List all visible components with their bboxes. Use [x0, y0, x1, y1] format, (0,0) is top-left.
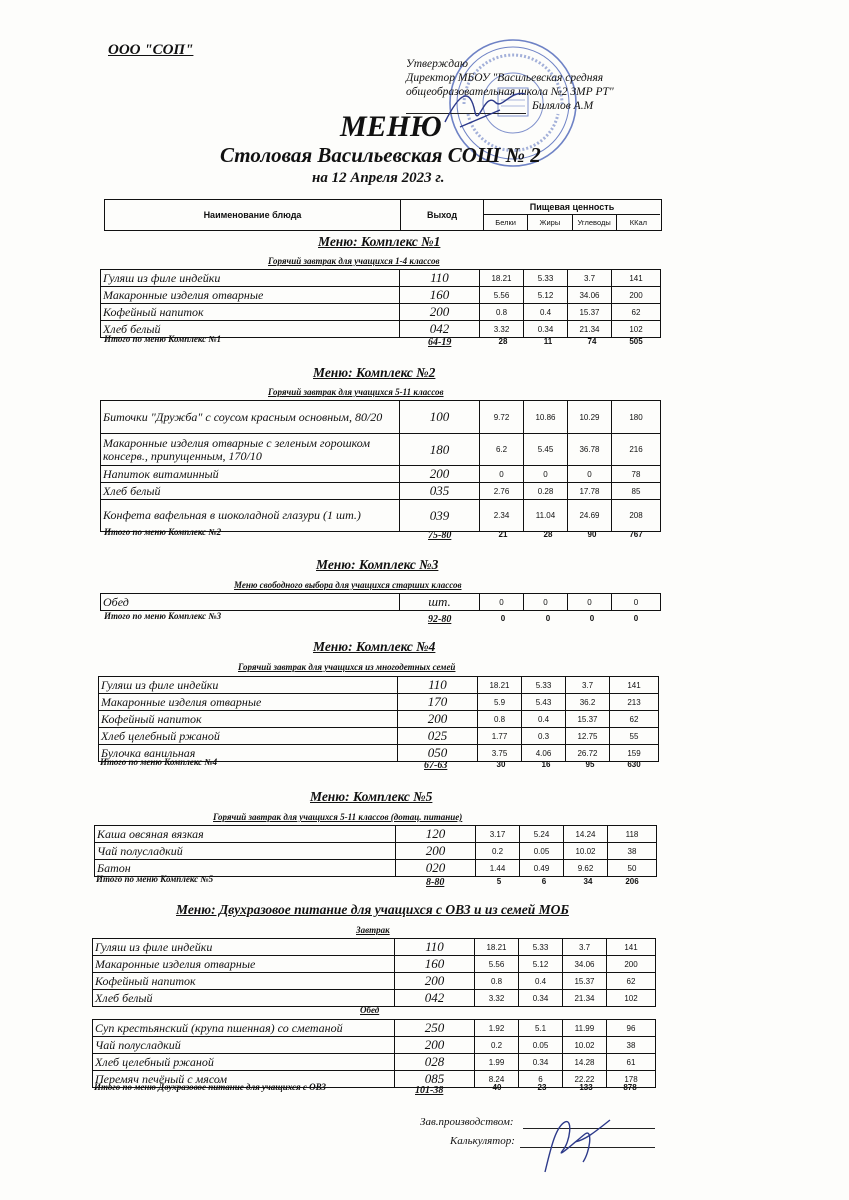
- dish-fat: 0.4: [519, 973, 563, 990]
- dish-fat: 0.05: [519, 1037, 563, 1054]
- dish-protein: 3.75: [478, 745, 522, 762]
- dish-fat: 0.34: [524, 321, 568, 338]
- dish-fat: 0.28: [524, 483, 568, 500]
- dish-name: Хлеб белый: [101, 321, 400, 338]
- dish-name: Перемяч печёный с мясом: [93, 1071, 395, 1088]
- section-title: Меню: Комплекс №5: [310, 789, 433, 804]
- dish-yield: 200: [396, 843, 476, 860]
- dish-name: Напиток витаминный: [101, 466, 400, 483]
- organization-name: ООО "СОП": [108, 42, 194, 58]
- header-fat: Жиры: [528, 215, 572, 230]
- table-row: [93, 1020, 656, 1037]
- section-subtitle: Горячий завтрак для учащихся 5-11 классов: [268, 387, 444, 397]
- total-fat: 11: [543, 337, 553, 346]
- dish-yield: 200: [395, 973, 475, 990]
- total-label: Итого по меню Комплекс №4: [100, 757, 218, 767]
- dish-yield: 200: [400, 304, 480, 321]
- dish-carbs: 36.78: [568, 434, 612, 466]
- dish-fat: 6: [519, 1071, 563, 1088]
- dish-kcal: 102: [612, 321, 661, 338]
- dish-yield: 042: [395, 990, 475, 1007]
- dish-protein: 0.8: [478, 711, 522, 728]
- header-kcal: ККал: [629, 218, 648, 227]
- dish-name: Гуляш из филе индейки: [99, 677, 398, 694]
- dish-protein: 0.2: [476, 843, 520, 860]
- section-subtitle: Горячий завтрак для учащихся из многодетных семей: [238, 662, 456, 672]
- total-carbs: 95: [585, 760, 595, 769]
- dish-kcal: 208: [612, 500, 661, 532]
- dish-name: Биточки "Дружба" с соусом красным основным, 80/20: [101, 401, 400, 434]
- total-fat: 0: [545, 614, 551, 623]
- dish-yield: 200: [395, 1037, 475, 1054]
- dish-fat: 0.34: [519, 990, 563, 1007]
- dish-yield: 050: [398, 745, 478, 762]
- table-row: [101, 483, 661, 500]
- table-row: [101, 270, 661, 287]
- total-price: 64-19: [428, 337, 452, 348]
- dish-kcal: 213: [610, 694, 659, 711]
- approval-line1: Утверждаю: [406, 58, 468, 70]
- dish-carbs: 3.7: [568, 270, 612, 287]
- dish-carbs: 22.22: [563, 1071, 607, 1088]
- dish-name: Хлеб белый: [93, 990, 395, 1007]
- dish-carbs: 14.28: [563, 1054, 607, 1071]
- section-subtitle: Горячий завтрак для учащихся 5-11 классов (дотац. питание): [213, 812, 463, 822]
- dish-fat: 0.3: [522, 728, 566, 745]
- dish-protein: 18.21: [475, 939, 519, 956]
- dish-protein: 9.72: [480, 401, 524, 434]
- dish-fat: 0: [524, 466, 568, 483]
- dish-kcal: 0: [612, 594, 661, 611]
- dish-fat: 5.12: [524, 287, 568, 304]
- total-kcal: 767: [629, 530, 643, 539]
- dish-yield: 200: [400, 466, 480, 483]
- total-carbs: 74: [587, 337, 597, 346]
- dish-carbs: 12.75: [566, 728, 610, 745]
- dish-fat: 11.04: [524, 500, 568, 532]
- table-row: [93, 939, 656, 956]
- total-protein: 0: [500, 614, 506, 623]
- table-row: [101, 466, 661, 483]
- table-row: [99, 728, 659, 745]
- total-label: Итого по меню Комплекс №5: [96, 874, 214, 884]
- total-carbs: 90: [587, 530, 597, 539]
- dish-kcal: 200: [612, 287, 661, 304]
- dish-name: Хлеб белый: [101, 483, 400, 500]
- dish-fat: 0.49: [520, 860, 564, 877]
- dish-kcal: 141: [612, 270, 661, 287]
- total-fat: 16: [541, 760, 551, 769]
- table-row: [99, 694, 659, 711]
- menu-table: [92, 938, 656, 1007]
- dish-protein: 0: [480, 594, 524, 611]
- dish-fat: 0.05: [520, 843, 564, 860]
- dish-kcal: 141: [607, 939, 656, 956]
- menu-table: [92, 1019, 656, 1088]
- total-kcal: 505: [629, 337, 643, 346]
- dish-yield: 100: [400, 401, 480, 434]
- table-row: [101, 594, 661, 611]
- dish-kcal: 62: [607, 973, 656, 990]
- page-subtitle: Столовая Васильевская СОШ № 2: [220, 143, 541, 167]
- dish-name: Чай полусладкий: [93, 1037, 395, 1054]
- total-carbs: 0: [589, 614, 595, 623]
- total-price: 67-63: [424, 760, 448, 771]
- dish-kcal: 61: [607, 1054, 656, 1071]
- header-dish: Наименование блюда: [105, 200, 401, 230]
- menu-table: [100, 400, 661, 532]
- dish-kcal: 38: [608, 843, 657, 860]
- table-row: [99, 677, 659, 694]
- dish-protein: 1.44: [476, 860, 520, 877]
- dish-fat: 5.1: [519, 1020, 563, 1037]
- header-yield: Выход: [401, 200, 484, 230]
- dish-carbs: 11.99: [563, 1020, 607, 1037]
- dish-kcal: 141: [610, 677, 659, 694]
- dish-carbs: 0: [568, 466, 612, 483]
- dish-fat: 5.33: [519, 939, 563, 956]
- dish-carbs: 34.06: [568, 287, 612, 304]
- dish-fat: 5.43: [522, 694, 566, 711]
- total-kcal: 0: [633, 614, 639, 623]
- section-subtitle: Меню свободного выбора для учащихся старших классов: [234, 580, 462, 590]
- table-row: [93, 956, 656, 973]
- header-carbs: Углеводы: [573, 215, 617, 230]
- dish-fat: 10.86: [524, 401, 568, 434]
- dish-carbs: 10.02: [563, 1037, 607, 1054]
- dish-carbs: 3.7: [563, 939, 607, 956]
- dish-yield: 160: [395, 956, 475, 973]
- total-kcal: 878: [623, 1083, 637, 1092]
- total-price: 8-80: [426, 877, 445, 888]
- total-fat: 6: [541, 877, 547, 886]
- dish-yield: 160: [400, 287, 480, 304]
- table-row: [101, 304, 661, 321]
- total-fat: 28: [543, 530, 553, 539]
- dish-kcal: 200: [607, 956, 656, 973]
- dish-name: Суп крестьянский (крупа пшенная) со сметаной: [93, 1020, 395, 1037]
- dish-name: Батон: [95, 860, 396, 877]
- dish-kcal: 159: [610, 745, 659, 762]
- dish-kcal: 55: [610, 728, 659, 745]
- dish-fat: 5.33: [522, 677, 566, 694]
- table-row: [101, 287, 661, 304]
- total-carbs: 133: [579, 1083, 593, 1092]
- dish-carbs: 10.02: [564, 843, 608, 860]
- total-price: 101-38: [415, 1085, 444, 1096]
- total-label: Итого по меню Комплекс №1: [104, 334, 222, 344]
- page-title: МЕНЮ: [340, 110, 442, 143]
- table-row: [95, 843, 657, 860]
- dish-fat: 0.4: [522, 711, 566, 728]
- dish-carbs: 21.34: [568, 321, 612, 338]
- section-title: Меню: Комплекс №3: [316, 557, 439, 572]
- dish-protein: 3.32: [480, 321, 524, 338]
- dish-fat: 4.06: [522, 745, 566, 762]
- total-protein: 28: [498, 337, 508, 346]
- dish-carbs: 9.62: [564, 860, 608, 877]
- menu-table: [94, 825, 657, 877]
- menu-date: на 12 Апреля 2023 г.: [312, 170, 445, 186]
- dish-fat: 5.33: [524, 270, 568, 287]
- dish-fat: 5.45: [524, 434, 568, 466]
- dish-carbs: 17.78: [568, 483, 612, 500]
- dish-yield: 110: [400, 270, 480, 287]
- dish-protein: 1.92: [475, 1020, 519, 1037]
- dish-carbs: 3.7: [566, 677, 610, 694]
- total-label: Итого по меню Двухразовое питание для учащихся с ОВЗ: [94, 1082, 326, 1092]
- dish-protein: 0.8: [475, 973, 519, 990]
- dish-protein: 6.2: [480, 434, 524, 466]
- section-title: Меню: Комплекс №2: [313, 365, 436, 380]
- menu-table: [98, 676, 659, 762]
- dish-kcal: 50: [608, 860, 657, 877]
- director-signature-icon: [440, 82, 530, 137]
- dish-name: Макаронные изделия отварные: [99, 694, 398, 711]
- dish-protein: 0.8: [480, 304, 524, 321]
- dish-carbs: 15.37: [566, 711, 610, 728]
- dish-kcal: 102: [607, 990, 656, 1007]
- dish-carbs: 15.37: [568, 304, 612, 321]
- total-kcal: 630: [627, 760, 641, 769]
- dish-kcal: 85: [612, 483, 661, 500]
- dish-carbs: 36.2: [566, 694, 610, 711]
- dish-name: Хлеб целебный ржаной: [93, 1054, 395, 1071]
- dish-protein: 18.21: [480, 270, 524, 287]
- dish-yield: 042: [400, 321, 480, 338]
- dish-yield: 028: [395, 1054, 475, 1071]
- dish-kcal: 178: [607, 1071, 656, 1088]
- menu-table: [100, 269, 661, 338]
- dish-protein: 2.76: [480, 483, 524, 500]
- dish-name: Конфета вафельная в шоколадной глазури (1 шт.): [101, 500, 400, 532]
- dish-kcal: 38: [607, 1037, 656, 1054]
- dish-yield: 120: [396, 826, 476, 843]
- dish-name: Кофейный напиток: [93, 973, 395, 990]
- dish-carbs: 10.29: [568, 401, 612, 434]
- dish-name: Гуляш из филе индейки: [93, 939, 395, 956]
- header-protein: Белки: [484, 215, 528, 230]
- dish-name: Хлеб целебный ржаной: [99, 728, 398, 745]
- header-nutrition-title: Пищевая ценность: [484, 200, 660, 215]
- dish-fat: 0.34: [519, 1054, 563, 1071]
- dish-fat: 0.4: [524, 304, 568, 321]
- approval-signer: Билялов А.М: [532, 100, 594, 112]
- dish-yield: 035: [400, 483, 480, 500]
- dish-yield: 039: [400, 500, 480, 532]
- total-carbs: 34: [583, 877, 593, 886]
- dish-yield: шт.: [400, 594, 480, 611]
- dish-yield: 020: [396, 860, 476, 877]
- section-subtitle: Завтрак: [356, 925, 390, 935]
- dish-protein: 3.32: [475, 990, 519, 1007]
- dish-name: Обед: [101, 594, 400, 611]
- dish-kcal: 62: [610, 711, 659, 728]
- total-price: 92-80: [428, 614, 452, 625]
- dish-yield: 110: [398, 677, 478, 694]
- dish-fat: 0: [524, 594, 568, 611]
- dish-name: Макаронные изделия отварные: [93, 956, 395, 973]
- dish-name: Кофейный напиток: [101, 304, 400, 321]
- dish-yield: 025: [398, 728, 478, 745]
- dish-protein: 8.24: [475, 1071, 519, 1088]
- dish-kcal: 180: [612, 401, 661, 434]
- dish-fat: 5.12: [519, 956, 563, 973]
- dish-protein: 2.34: [480, 500, 524, 532]
- dish-name: Булочка ванильная: [99, 745, 398, 762]
- total-protein: 5: [496, 877, 502, 886]
- dish-carbs: 26.72: [566, 745, 610, 762]
- dish-yield: 085: [395, 1071, 475, 1088]
- table-row: [93, 1054, 656, 1071]
- dish-name: Чай полусладкий: [95, 843, 396, 860]
- dish-name: Каша овсяная вязкая: [95, 826, 396, 843]
- table-row: [93, 973, 656, 990]
- dish-kcal: 62: [612, 304, 661, 321]
- table-row: [101, 434, 661, 466]
- dish-protein: 1.99: [475, 1054, 519, 1071]
- table-row: [101, 401, 661, 434]
- dish-kcal: 96: [607, 1020, 656, 1037]
- table-row: [95, 826, 657, 843]
- total-fat: 23: [537, 1083, 547, 1092]
- dish-name: Макаронные изделия отварные с зеленым горошком консерв., припущенным, 170/10: [101, 434, 400, 466]
- header-nutrition: [484, 200, 660, 230]
- dish-yield: 200: [398, 711, 478, 728]
- dish-kcal: 118: [608, 826, 657, 843]
- dish-carbs: 21.34: [563, 990, 607, 1007]
- dish-protein: 18.21: [478, 677, 522, 694]
- approval-line2: Директор МБОУ "Васильевская средняя: [406, 72, 604, 84]
- table-row: [99, 711, 659, 728]
- dish-kcal: 78: [612, 466, 661, 483]
- total-protein: 21: [498, 530, 508, 539]
- total-kcal: 206: [625, 877, 639, 886]
- table-row: [93, 990, 656, 1007]
- dish-protein: 1.77: [478, 728, 522, 745]
- total-label: Итого по меню Комплекс №2: [104, 527, 222, 537]
- table-header: [104, 199, 662, 231]
- section-subtitle: Обед: [360, 1005, 380, 1015]
- dish-protein: 5.56: [475, 956, 519, 973]
- section-title: Меню: Двухразовое питание для учащихся с ОВЗ и из семей МОБ: [176, 902, 569, 917]
- dish-protein: 3.17: [476, 826, 520, 843]
- table-row: [93, 1037, 656, 1054]
- total-protein: 30: [496, 760, 506, 769]
- dish-protein: 0.2: [475, 1037, 519, 1054]
- dish-name: Кофейный напиток: [99, 711, 398, 728]
- dish-name: Макаронные изделия отварные: [101, 287, 400, 304]
- dish-yield: 250: [395, 1020, 475, 1037]
- dish-yield: 110: [395, 939, 475, 956]
- production-manager-label: Зав.производством:: [420, 1116, 514, 1128]
- total-price: 75-80: [428, 530, 452, 541]
- section-subtitle: Горячий завтрак для учащихся 1-4 классов: [268, 256, 440, 266]
- menu-table: [100, 593, 661, 611]
- dish-carbs: 15.37: [563, 973, 607, 990]
- calculator-signature-icon: [535, 1112, 615, 1177]
- dish-protein: 0: [480, 466, 524, 483]
- dish-carbs: 34.06: [563, 956, 607, 973]
- dish-carbs: 14.24: [564, 826, 608, 843]
- dish-yield: 170: [398, 694, 478, 711]
- calculator-label: Калькулятор:: [450, 1135, 515, 1147]
- dish-fat: 5.24: [520, 826, 564, 843]
- dish-name: Гуляш из филе индейки: [101, 270, 400, 287]
- approval-line3: общеобразовательная школа №2 ЗМР РТ": [406, 86, 614, 98]
- dish-protein: 5.9: [478, 694, 522, 711]
- dish-carbs: 24.69: [568, 500, 612, 532]
- total-protein: 40: [492, 1083, 502, 1092]
- section-title: Меню: Комплекс №4: [313, 639, 436, 654]
- dish-protein: 5.56: [480, 287, 524, 304]
- dish-yield: 180: [400, 434, 480, 466]
- section-title: Меню: Комплекс №1: [318, 234, 441, 249]
- total-label: Итого по меню Комплекс №3: [104, 611, 222, 621]
- dish-carbs: 0: [568, 594, 612, 611]
- dish-kcal: 216: [612, 434, 661, 466]
